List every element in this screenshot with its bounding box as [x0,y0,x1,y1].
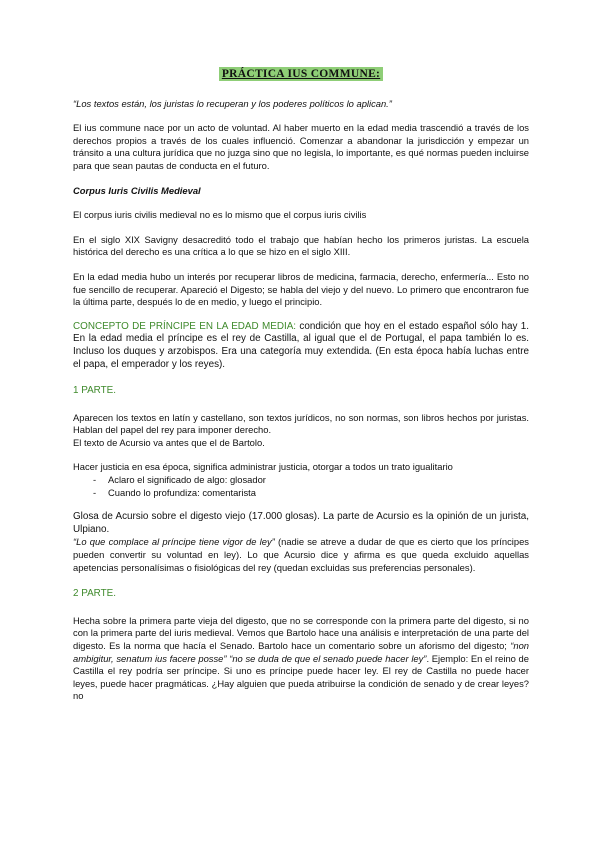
list-item: - Aclaro el significado de algo: glosador [93,474,529,487]
document-title: PRÁCTICA IUS COMMUNE: [219,67,383,81]
complace-paragraph [73,536,529,574]
corpus-paragraph-1: El corpus iuris civilis medieval no es lo mismo que el corpus iuris civilis [73,209,367,221]
parte2-heading: 2 PARTE. [73,588,116,600]
parte1-heading: 1 PARTE. [73,385,116,397]
corpus-paragraph-3: En la edad media hubo un interés por recuperar libros de medicina, farmacia, derecho, enfermería... Esto no fue sencillo de recuperar. Apareció el Digesto; se habla del viejo y del nuevo. Lo primero que encontraron fue la última parte, después lo de en medio, y luego el principio. [73,270,529,308]
complace-text: (nadie se atreve a dudar de que es cierto que los príncipes pueden convertir su voluntad en ley). Lo que Acursio dice y afirma es que queda excluido aquellas apetencias personalísimas o fisiológicas del rey (quedan excluidas sus preferencias personales). [73,536,529,573]
principe-paragraph [73,321,529,371]
opening-quote: “Los textos están, los juristas lo recuperan y los poderes políticos lo aplican.” [73,97,392,109]
corpus-heading: Corpus Iuris Civilis Medieval [73,184,201,196]
corpus-paragraph-2: En el siglo XIX Savigny desacreditó todo el trabajo que habían hecho los primeros juristas. La escuela histórica del derecho es una crítica a lo que se hizo en el siglo XIII. [73,233,529,258]
title-wrap [73,68,529,81]
principe-heading: CONCEPTO DE PRÍNCIPE EN LA EDAD MEDIA: [73,320,297,332]
parte1-list [73,474,529,499]
parte1-paragraph-1: Aparecen los textos en latín y castellano, son textos jurídicos, no son normas, son libros hechos por juristas. Hablan del papel del rey para imponer derecho. [73,411,529,436]
parte1-paragraph-3: Hacer justicia en esa época, significa administrar justicia, otorgar a todos un trato igualitario [73,461,453,473]
parte2-paragraph [73,615,529,703]
complace-quote: “Lo que complace al príncipe tiene vigor de ley” [73,536,275,548]
parte1-paragraph-2: El texto de Acursio va antes que el de Bartolo. [73,436,265,448]
intro-paragraph: El ius commune nace por un acto de voluntad. Al haber muerto en la edad media trascendió a través de los derechos propios a través de los cuales influenció. Comenzar a abandonar la jurisdicción y empezar un tránsito a una cultura jurídica que no juzga sino que no legisla, lo importante, es qué normas pueden incluirse para que sean pautas de conducta en el futuro. [73,122,529,171]
list-item: - Cuando lo profundiza: comentarista [93,487,529,500]
principe-text: condición que hoy en el estado español sólo hay 1. En la edad media el príncipe es el rey de Castilla, al igual que el de Portugal, el papa también lo es. Incluso los duques y arzobispos. Era una categoría muy extendida. (En esta época había luchas entre el papa, el emperador y los reyes). [73,320,529,370]
parte2-text-b: . Ejemplo: En el reino de Castilla el rey podría ser príncipe. Si uno es príncipe puede hacer ley. El rey de Castilla no puede hacer leyes, puede hacer pragmáticas. ¿Hay alguien que pueda atribuirse la condición de senado y de crear leyes? no [73,652,529,702]
document-page [73,68,529,703]
parte2-quote: “non ambigitur, senatum ius facere posse” “no se duda de que el senado puede hacer ley” [73,640,529,664]
glosa-paragraph: Glosa de Acursio sobre el digesto viejo (17.000 glosas). La parte de Acursio es la opinión de un jurista, Ulpiano. [73,511,529,535]
parte2-text-a: Hecha sobre la primera parte vieja del digesto, que no se corresponde con la primera parte del digesto, si no con la primera parte del iuris medieval. Vemos que Bartolo hace una análisis e interpretación de una parte del digesto. Es la norma que hacía el Senado. Bartolo hace un comentario sobre un aforismo del digesto; [73,614,529,651]
